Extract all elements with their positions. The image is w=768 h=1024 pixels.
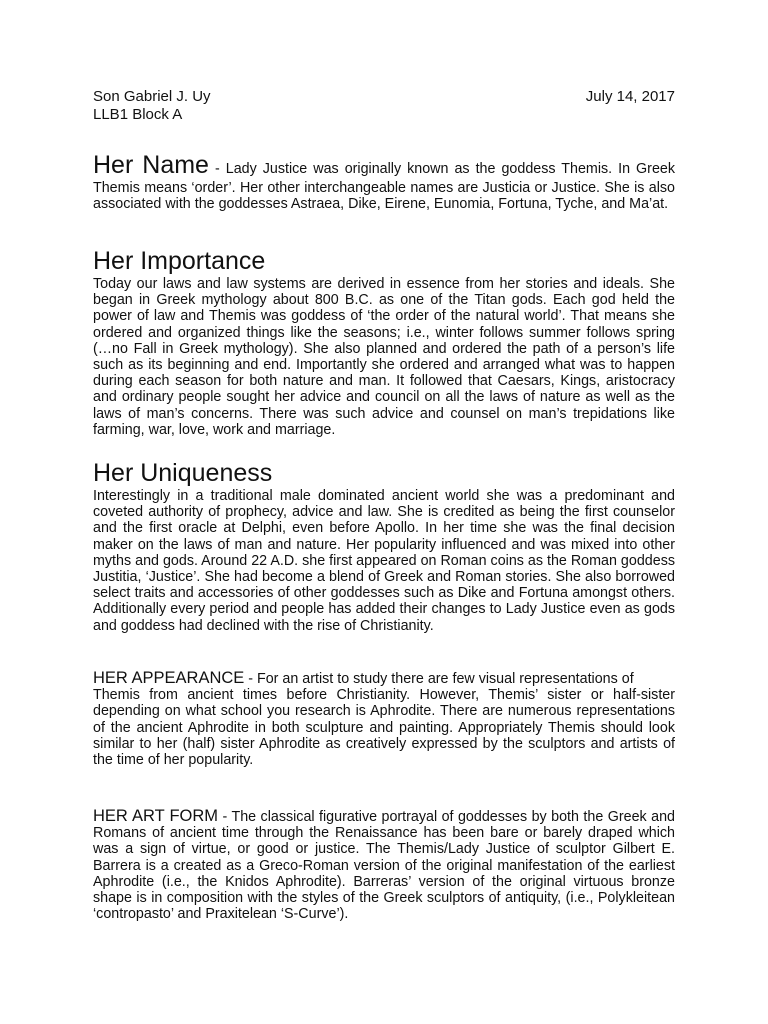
section-heading: HER APPEARANCE [93,669,245,687]
section-body: Today our laws and law systems are derived in essence from her stories and ideals. She began in Greek mythology about 800 B.C. as one of the Titan gods. Each god held the power of law and Themis was goddess of ‘the order of the natural world’. That means she ordered and organized things like the seasons; i.e., winter follows summer follows spring (…no Fall in Greek mythology). She also planned and ordered the path of a person’s life such as its beginning and end. Importantly she ordered and arranged what was to happen during each season for both nature and man. It followed that Caesars, Kings, aristocracy and ordinary people sought her advice and council on all the laws of nature as well as the laws of man’s concerns. There was such advice and counsel on man’s trepidations like farming, war, love, work and marriage. [93,276,675,438]
section-body: - The classical figurative portrayal of goddesses by both the Greek and Romans of ancient time through the Renaissance has been bare or barely draped which was a sign of virtue, or good or justice. The Themis/Lady Justice of sculptor Gilbert E. Barrera is a created as a Greco-Roman version of the original manifestation of the earliest Aphrodite (i.e., the Knidos Aphrodite). Barreras’ version of the original virtuous bronze shape is in composition with the styles of the Greek sculptors of antiquity, (i.e., Polykleitean ‘contropasto’ and Praxitelean ‘S-Curve’). [93,809,675,923]
document-header [93,88,675,124]
class-block: LLB1 Block A [93,106,183,123]
section-her-importance [93,246,675,438]
section-heading: HER ART FORM [93,807,219,825]
section-heading: Her Uniqueness [93,459,273,487]
section-body: Interestingly in a traditional male dominated ancient world she was a predominant and coveted authority of prophecy, advice and law. She is credited as being the first counselor and the first oracle at Delphi, even before Apollo. In her time she was the final decision maker on the laws of man and nature. Her popularity influenced and was mixed into other myths and gods. Around 22 A.D. she first appeared on Roman coins as the Roman goddess Justitia, ‘Justice’. She had become a blend of Greek and Roman stories. She also borrowed select traits and accessories of other goddesses such as Dike and Fortuna amongst others. Additionally every period and people has added their changes to Lady Justice even as gods and goddess had declined with the rise of Christianity. [93,488,675,634]
section-body: - For an artist to study there are few visual representations of [244,671,634,687]
section-heading: Her Name [93,151,209,179]
section-her-name [93,150,675,212]
section-her-appearance [93,670,675,768]
section-her-uniqueness [93,458,675,634]
section-her-art-form [93,808,675,922]
section-body: - Lady Justice was originally known as the goddess Themis. In Greek Themis means ‘order’. Her other interchangeable names are Justicia or Justice. She is also associated with the goddesses Astraea, Dike, Eirene, Eunomia, Fortuna, Tyche, and Ma’at. [93,161,675,213]
document-date: July 14, 2017 [585,88,675,105]
author-name: Son Gabriel J. Uy [93,88,211,105]
section-heading: Her Importance [93,247,266,275]
section-body-continued: Themis from ancient times before Christianity. However, Themis’ sister or half-sister depending on what school you research is Aphrodite. There are numerous representations of the ancient Aphrodite in both sculpture and painting. Appropriately Themis should look similar to her (half) sister Aphrodite as creatively expressed by the sculptors and artists of the time of her popularity. [93,687,675,769]
